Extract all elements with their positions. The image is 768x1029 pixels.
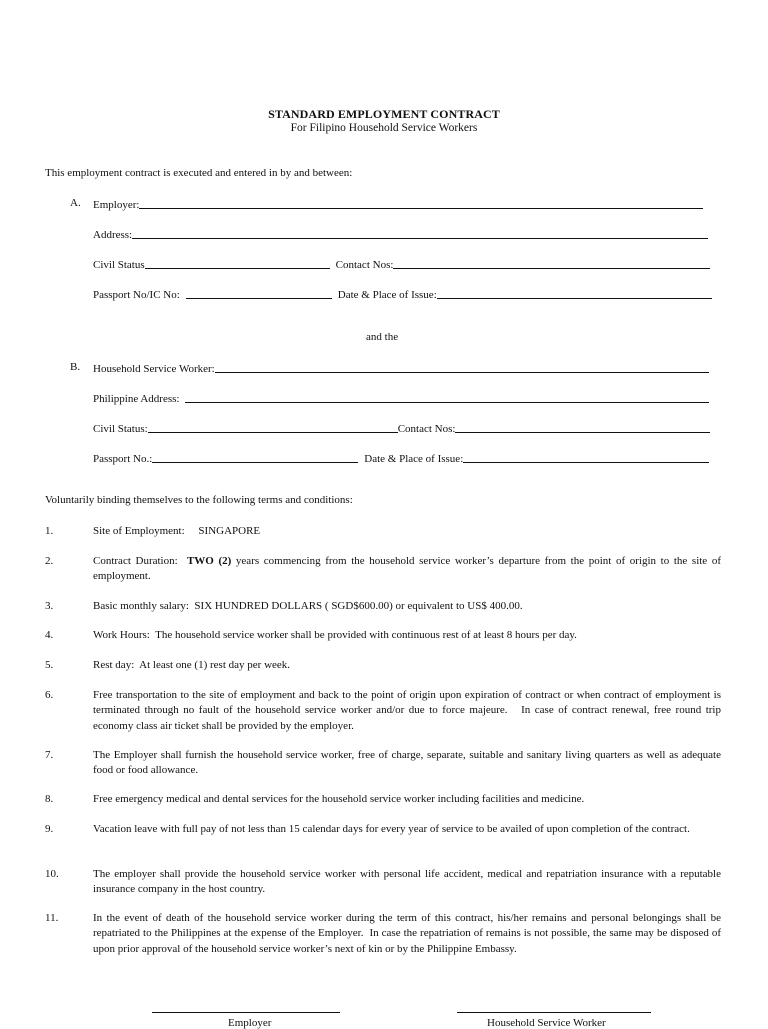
contact-nos-blank-a[interactable]: [393, 257, 710, 269]
clause-text: The Employer shall furnish the household service worker, free of charge, separate, suitable and sanitary living quarters as well as adequate food or food allowance.: [93, 749, 721, 777]
ph-address-blank[interactable]: [185, 391, 709, 403]
ph-address-label: Philippine Address:: [93, 393, 180, 405]
address-label: Address:: [93, 229, 133, 241]
employer-signature-label: Employer: [228, 1017, 272, 1029]
employer-signature-line[interactable]: [152, 1012, 340, 1013]
party-a-letter: A.: [70, 197, 81, 209]
passport-label-a: Passport No/IC No:: [93, 289, 180, 301]
clause-8: [45, 792, 721, 807]
worker-label: Household Service Worker:: [93, 363, 215, 375]
address-blank[interactable]: [132, 227, 708, 239]
date-place-blank-b[interactable]: [463, 451, 709, 463]
employer-blank[interactable]: [139, 197, 703, 209]
clause-6: [45, 688, 724, 734]
worker-blank[interactable]: [215, 361, 709, 373]
clause-1: [45, 524, 721, 539]
intro-text: This employment contract is executed and entered in by and between:: [45, 167, 353, 179]
passport-blank-b[interactable]: [152, 451, 358, 463]
passport-issue-row-b: [93, 450, 709, 465]
clause-text: Free emergency medical and dental services for the household service worker including facilities and medicine.: [93, 793, 585, 805]
contact-nos-blank-b[interactable]: [455, 421, 710, 433]
clause-number: 1.: [45, 525, 54, 537]
clause-number: 7.: [45, 749, 54, 761]
clause-text: Rest day: At least one (1) rest day per week.: [93, 659, 291, 671]
clause-text: Contract Duration: TWO (2) years commencing from the household service worker’s departure from the point of origin to the site of employment.: [93, 555, 721, 583]
clause-11: [45, 911, 724, 957]
clause-number: 11.: [45, 912, 59, 924]
date-place-label-b: Date & Place of Issue:: [364, 453, 464, 465]
clause-number: 4.: [45, 629, 54, 641]
clause-2: [45, 554, 721, 585]
passport-blank-a[interactable]: [186, 287, 332, 299]
clause-5: [45, 658, 721, 673]
clause-text: Free transportation to the site of employment and back to the point of origin upon expiration of contract or when contract of employment is terminated through no fault of the household service worker and/or due to force majeure. In case of contract renewal, free round trip economy class air ticket shall be provided by the employer.: [93, 689, 724, 732]
contact-nos-label-b: Contact Nos:: [397, 423, 456, 435]
clause-text: Vacation leave with full pay of not less than 15 calendar days for every year of service to be availed of upon completion of the contract.: [93, 823, 690, 835]
employer-label: Employer:: [93, 199, 140, 211]
passport-issue-row-a: [93, 286, 712, 301]
passport-label-b: Passport No.:: [93, 453, 153, 465]
worker-signature-line[interactable]: [457, 1012, 651, 1013]
clause-text: Site of Employment: SINGAPORE: [93, 525, 261, 537]
party-b-letter: B.: [70, 361, 81, 373]
contact-nos-label-a: Contact Nos:: [335, 259, 394, 271]
date-place-label-a: Date & Place of Issue:: [337, 289, 437, 301]
civil-status-label-b: Civil Status:: [93, 423, 148, 435]
clause-text: Work Hours: The household service worker shall be provided with continuous rest of at least 8 hours per day.: [93, 629, 577, 641]
clause-number: 6.: [45, 689, 54, 701]
worker-signature-label: Household Service Worker: [487, 1017, 606, 1029]
clause-9: [45, 822, 721, 837]
clause-text: In the event of death of the household service worker during the term of this contract, his/her remains and personal belongings shall be repatriated to the Philippines at the expense of the Employer. In case the repatriation of remains is not possible, the same may be disposed of upon prior approval of the household service worker’s next of kin or by the Philippine Embassy.: [93, 912, 724, 955]
date-place-blank-a[interactable]: [437, 287, 712, 299]
address-field-row: [93, 226, 708, 241]
clause-number: 9.: [45, 823, 54, 835]
duration-bold: TWO (2): [186, 555, 232, 567]
document-subtitle: For Filipino Household Service Workers: [290, 122, 478, 134]
worker-field-row: [93, 360, 709, 375]
clause-number: 5.: [45, 659, 54, 671]
employer-field-row: [93, 196, 703, 211]
clause-text: The employer shall provide the household service worker with personal life accident, medical and repatriation insurance with a reputable insurance company in the host country.: [93, 868, 721, 896]
civil-status-contact-row-b: [93, 420, 710, 435]
clause-number: 2.: [45, 555, 54, 567]
civil-status-contact-row-a: [93, 256, 710, 271]
clause-4: [45, 628, 721, 643]
clause-number: 8.: [45, 793, 54, 805]
clause-10: [45, 867, 721, 898]
binding-text: Voluntarily binding themselves to the following terms and conditions:: [45, 494, 353, 506]
civil-status-blank-b[interactable]: [148, 421, 398, 433]
clause-number: 3.: [45, 600, 54, 612]
clause-3: [45, 599, 721, 614]
and-the-text: and the: [366, 331, 399, 343]
clause-text: Basic monthly salary: SIX HUNDRED DOLLARS ( SGD$600.00) or equivalent to US$ 400.00.: [93, 600, 523, 612]
ph-address-field-row: [93, 390, 709, 405]
civil-status-blank-a[interactable]: [145, 257, 330, 269]
clause-7: [45, 748, 721, 779]
civil-status-label-a: Civil Status: [93, 259, 145, 271]
clause-number: 10.: [45, 868, 59, 880]
document-title: STANDARD EMPLOYMENT CONTRACT: [268, 107, 500, 121]
